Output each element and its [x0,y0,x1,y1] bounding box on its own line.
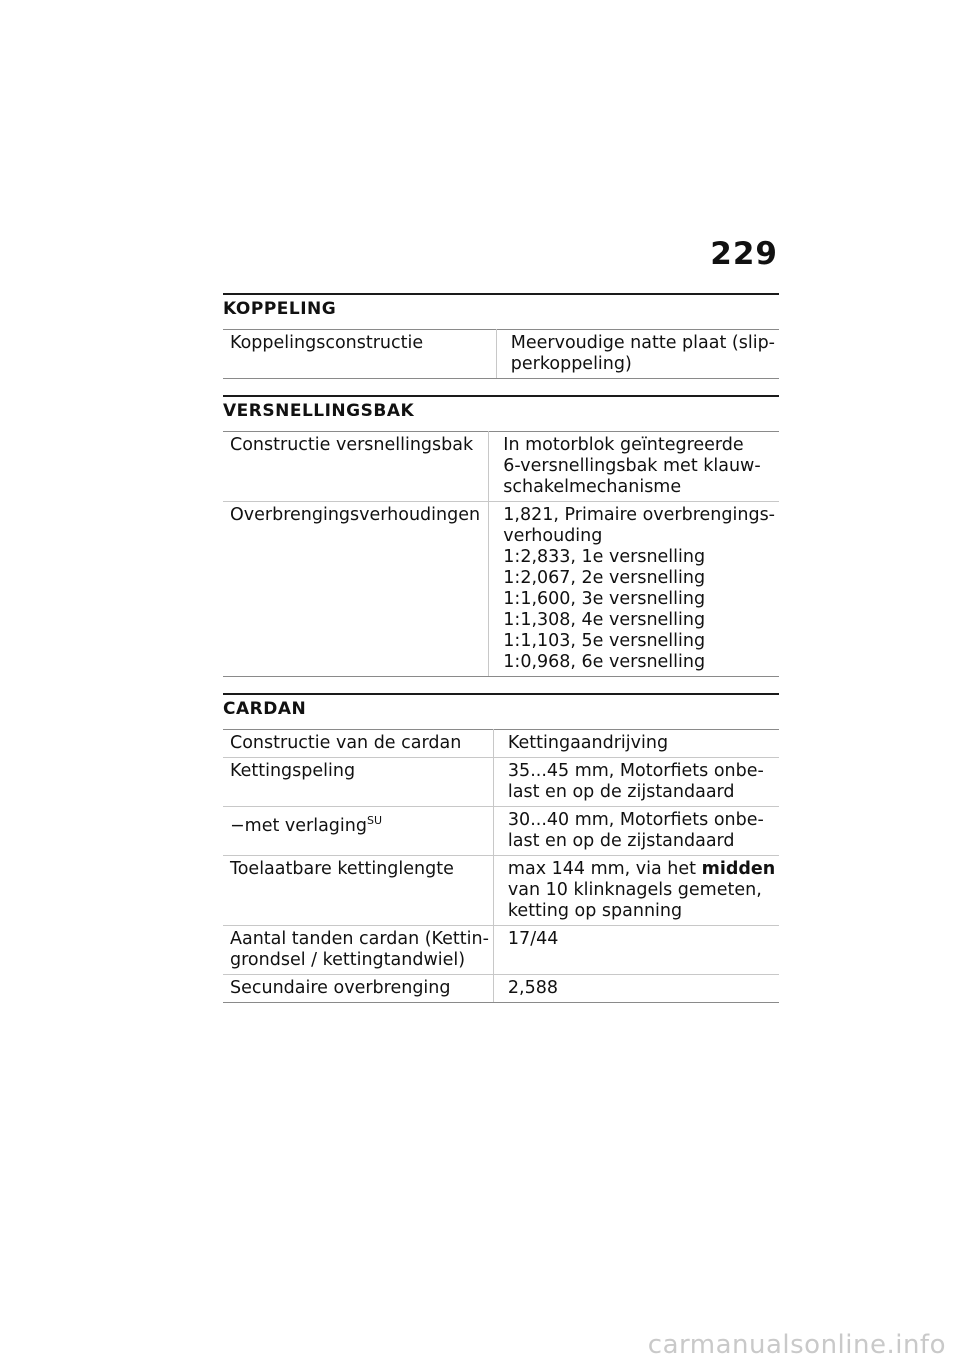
table-row [223,730,779,758]
value-line: 1:0,968, 6e versnelling [503,652,706,672]
table-row [223,975,779,1003]
label-line [230,810,489,837]
row-label [223,730,493,758]
value-line [508,859,775,880]
row-label [223,807,493,856]
row-value [493,856,779,926]
section-versnellingsbak [223,395,779,677]
row-label [223,502,489,677]
value-emphasis: midden [701,859,776,879]
value-line: van 10 klinknagels gemeten, [507,880,762,900]
label-line: Overbrengingsverhoudingen [230,505,481,525]
row-label [223,758,493,807]
label-line: Kettingspeling [230,761,356,781]
section-cardan [223,693,779,1003]
value-line: 1:1,600, 3e versnelling [503,589,706,609]
row-label [223,432,489,502]
value-line: 30...40 mm, Motorfiets onbe- [507,810,764,830]
section-title-koppeling: KOPPELING [223,293,779,329]
label-text: −met verlaging [230,815,367,836]
value-line: verhouding [503,526,603,546]
row-label [223,330,496,379]
section-title-versnellingsbak: VERSNELLINGSBAK [223,395,779,431]
value-line: 2,588 [507,978,559,998]
value-line: 1:1,103, 5e versnelling [503,631,706,651]
row-value [493,807,779,856]
value-line: ketting op spanning [507,901,683,921]
table-row [223,502,779,677]
row-label [223,926,493,975]
label-line: Secundaire overbrenging [230,978,451,998]
section-title-cardan: CARDAN [223,693,779,729]
table-versnellingsbak [223,431,779,677]
row-value [489,432,779,502]
row-value [496,330,779,379]
table-row [223,432,779,502]
value-line: 6-versnellingsbak met klauw- [503,456,761,476]
value-text: max 144 mm, via het [507,859,702,879]
row-value [493,926,779,975]
value-line: 17/44 [507,929,559,949]
label-line: Toelaatbare kettinglengte [230,859,454,879]
row-value [489,502,779,677]
table-row [223,330,779,379]
label-line: Constructie versnellingsbak [230,435,474,455]
row-value [493,975,779,1003]
table-cardan [223,729,779,1003]
value-line: last en op de zijstandaard [507,831,735,851]
label-line: grondsel / kettingtandwiel) [230,950,466,970]
value-line: In motorblok geïntegreerde [503,435,744,455]
value-line: last en op de zijstandaard [507,782,735,802]
page-number: 229 [710,236,778,272]
label-line: Constructie van de cardan [230,733,462,753]
table-koppeling [223,329,779,379]
value-line: 1:2,833, 1e versnelling [503,547,706,567]
value-line: 1:2,067, 2e versnelling [503,568,706,588]
value-line: Meervoudige natte plaat (slip- [510,333,775,353]
row-label [223,975,493,1003]
row-label [223,856,493,926]
table-row [223,758,779,807]
section-koppeling [223,293,779,379]
value-line: 35...45 mm, Motorfiets onbe- [507,761,764,781]
row-value [493,758,779,807]
table-row [223,856,779,926]
value-line: perkoppeling) [510,354,632,374]
label-line: Aantal tanden cardan (Kettin- [230,929,489,949]
row-value [493,730,779,758]
label-line: Koppelingsconstructie [230,333,424,353]
value-line: 1,821, Primaire overbrengings- [503,505,775,525]
value-line: 1:1,308, 4e versnelling [503,610,706,630]
spec-content [223,293,779,1019]
watermark: carmanualsonline.info [647,1330,946,1360]
value-line: Kettingaandrijving [507,733,669,753]
table-row [223,926,779,975]
option-superscript: SU [366,814,383,827]
table-row [223,807,779,856]
value-line: schakelmechanisme [503,477,682,497]
